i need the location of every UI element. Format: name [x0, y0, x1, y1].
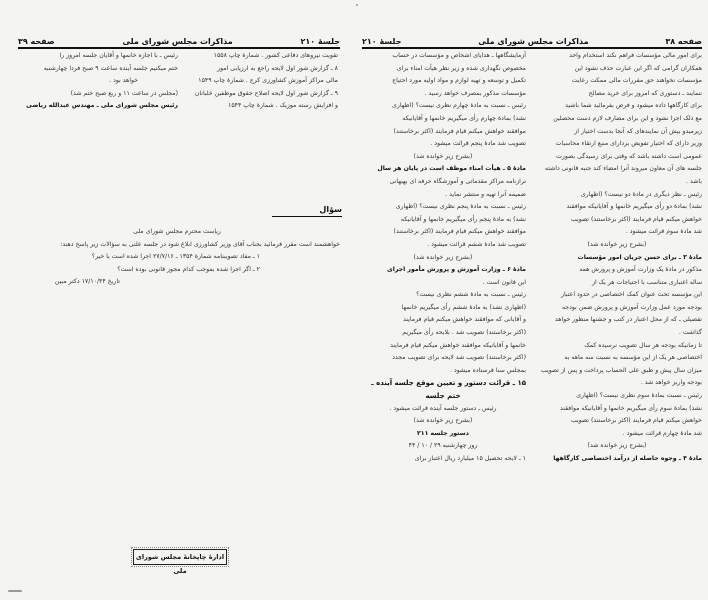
- text-line: خواهش میکنم قیام فرمایند (اکثر برخاستند) تصویب: [570, 215, 702, 223]
- article-heading: مادهٔ ۶ ـ وزارت آموزش و پرورش مأمور اجرای: [387, 266, 526, 274]
- text-line: جلسه های آن معاون میروند آنرا امضاء کند جنبه قانونی داشته: [544, 165, 702, 173]
- text-line: تصویب شد مادهٔ پنجم قرائت میشود .: [430, 140, 526, 148]
- text-line: خواهش میکنم قیام فرمایند (اکثر برخاستند) تصویب: [570, 417, 702, 425]
- text-line: این قانون است .: [482, 278, 526, 286]
- text-line: رئیس ـ با اجازه خانمها و آقایان جلسه امروز را: [59, 52, 178, 59]
- text-line: (مجلس در ساعت ۱۱ و ربع صبح ختم شد): [70, 89, 178, 97]
- text-line: مذکور در مادهٔ یک وزارت آموزش و پرورش همه: [579, 266, 702, 274]
- text-line: شد مادهٔ چهارم قرائت میشود .: [622, 429, 702, 437]
- text-line: تا زمانیکه بودجه هر سال تصویب نرسیده کمک: [584, 341, 702, 349]
- signature-line: رئیس مجلس شورای ملی ـ مهندس عبدالله ریاضی: [26, 102, 178, 110]
- text-line: ننمایند ـ دستوری که امروز برای خرید مصالح: [588, 89, 702, 97]
- text-line: خانمها و آقایانیکه موافقند خواهش میکنم قیام فرمایند: [390, 341, 526, 349]
- text-line: عمومی است داشته باشد که وقتی برای رسیدگی بصورت: [556, 152, 702, 160]
- text-line: مؤسسات نخواهند حق مقررات مالی ممکت رعایت: [571, 77, 702, 85]
- text-line: (بشرح زیر خوانده شد): [413, 253, 473, 261]
- text-line: شد مادهٔ سوم قرائت میشود .: [625, 228, 702, 236]
- text-line: مع ذلک اجرا نشود و این برای مصارف لازم دست محصلین: [553, 114, 702, 122]
- text-line: رئیس ـ نسبت به مادهٔ چهارم نظری نیست؟ (اظهاری: [392, 102, 526, 110]
- text-line: اختصاصی هر یک از این مؤسسه به نسبت سه ماهه به: [564, 354, 702, 362]
- question-line: ۱ ـ مفاد تصویبنامه شمارهٔ ۱۳۵۴ ـ ۲۷/۷/۱۶ اجرا شده است یا خیر؟: [91, 253, 260, 261]
- text-line: مالی مراکز آموزش کشاورزی کرج . شمارهٔ چاپ ۱۵۴۹: [198, 77, 338, 85]
- session-label: جلسهٔ ۲۱۰: [362, 37, 402, 46]
- text-line: نشد) بمادهٔ سوم رأی میگیریم خانمها و آقایانیکه موافقند: [560, 404, 702, 412]
- section-heading: ۱۵ ـ قرائت دستور و تعیین موقع جلسه آینده ـ: [371, 379, 526, 388]
- text-line: نشد) به مادهٔ پنجم رأی میگیریم خانمها و آقایانیکه: [400, 215, 526, 223]
- text-line: تکمیل و توسعه و تهیه لوازم و مواد اولیه مورد احتیاج: [392, 77, 526, 85]
- text-line: (بشرح زیر خوانده شد): [413, 417, 473, 425]
- text-line: (بشرح زیر خوانده شد): [587, 442, 647, 450]
- text-line: برای کارگاهها داده میشود و فرض بفرمائید شما باشید: [565, 102, 702, 110]
- text-line: گذاشت .: [678, 329, 702, 337]
- agenda-title: دستور جلسه ۲۱۱: [417, 429, 469, 437]
- page-header: [362, 34, 702, 49]
- page-label: صفحه ۳۸: [665, 37, 702, 46]
- scan-speck: [8, 590, 22, 592]
- text-line: موافقند خواهش میکنم قیام فرمایند (اکثر برخاستند): [393, 228, 526, 236]
- text-line: این مؤسسه تحت عنوان کمک اختصاصی در حدود اعتبار: [561, 291, 702, 299]
- text-line: بمجلس سنا فرستاده میشود .: [450, 366, 526, 374]
- page-header: [18, 34, 340, 49]
- text-line: همکاران گرامی که اگر این عبارت حذف نشود این: [574, 64, 702, 72]
- text-line: رئیس ـ نسبت به مادهٔ ششم نظری نیست؟: [416, 291, 526, 299]
- text-line: خواهد بود .: [109, 77, 138, 85]
- text-line: نشد) بمادهٔ چهارم رأی میگیریم خانمها و آقایانیکه: [402, 114, 526, 122]
- session-label: جلسهٔ ۲۱۰: [300, 37, 340, 46]
- text-line: تفصیلی ـ که از محل اعتبار در کتب و جشنها منظور خواهد: [555, 316, 702, 324]
- text-line: (اظهاری نشد) به مادهٔ ششم رأی میگیریم خانمها: [401, 303, 526, 311]
- question-line: خواهشمند است مقرر فرمائید بجناب آقای وزیر کشاورزی ابلاغ شود در جلسه علنی به سؤالات زیر پاسخ دهند:: [60, 240, 340, 248]
- text-line: رئیس ـ نسبت بمادهٔ سوم نظری نیست؟ (اظهاری: [576, 392, 702, 400]
- text-line: نشد) بمادهٔ دو رأی میگیریم خانمها و آقایانیکه موافقند: [566, 203, 702, 211]
- text-line: و افزایش رسته موزیک . شمارهٔ چاپ ۱۵۴۴: [228, 102, 338, 110]
- text-line: باشد .: [686, 177, 702, 185]
- text-line: ختم میکنیم جلسه آینده ساعت ۹ صبح فردا چهارشنبه: [43, 64, 178, 72]
- text-line: ساله اعتباری متناسب با احتیاجات هر یک از: [591, 278, 702, 286]
- question-body: [14, 226, 340, 289]
- text-line: و آقایانی که موافقند خواهش میکنم قیام فرمایند: [403, 316, 526, 324]
- text-line: (اکثر برخاستند) تصویب شد لایحه برای تصویب مجدد: [392, 354, 526, 362]
- text-line: مخصوص نگهداری شده و زیر نظر هیأت امناء برای: [396, 64, 526, 72]
- column-left: [360, 50, 526, 466]
- text-line: رئیس ـ نظر دیگری در مادهٔ دو نیست؟ (اظهاری: [580, 190, 702, 198]
- column-right: [168, 50, 338, 113]
- column-right: [532, 50, 702, 466]
- agenda-date: روز چهارشنبه ۲۹ / ۱۰ / ۴۴: [408, 442, 478, 450]
- text-line: ضمیمه آنرا تهیه و منتشر نماید .: [445, 190, 526, 198]
- text-line: (اکثر برخاستند) تصویب شد . بلایحه رأی میگیریم: [402, 329, 526, 337]
- text-line: وزیر دارای که اختیار تفویض بردارای منبع ارتقاء محاسبات: [555, 140, 702, 148]
- question-addressee: ریاست محترم مجلس شورای ملی: [133, 228, 221, 235]
- printing-house-stamp: ادارهٔ چاپخانهٔ مجلس شورای ملی: [133, 549, 227, 565]
- article-heading: مادهٔ ۵ ـ هیأت امناء موظف است در پایان هر سال: [377, 165, 526, 173]
- column-left: [18, 50, 178, 113]
- text-line: رئیس ـ نسبت به مادهٔ پنجم نظری نیست؟ (اظهاری: [395, 203, 526, 211]
- header-title: مذاکرات مجلس شورای ملی: [122, 37, 233, 46]
- text-line: رئیس ـ دستور جلسه آینده قرائت میشود .: [389, 404, 497, 412]
- text-line: میزان سال پیش و طبق علی الحساب پرداخت و پس از تصویب: [540, 366, 702, 374]
- question-signature: تاریخ ۱۷/۱۰/۴۴ دکتر مبین: [54, 278, 120, 286]
- text-line: آزمایشگاهها ـ هدایای اشخاص و مؤسسات در حساب: [392, 52, 526, 59]
- article-heading: مادهٔ ۳ ـ برای حسن جریان امور مؤسسات: [577, 253, 702, 261]
- text-line: بودجه مورد عمل وزارت آموزش و پرورش ضمن بودجه: [561, 303, 702, 311]
- text-line: ۱ ـ لایحه تحصیل ۱۵ میلیارد ریال اعتبار برای: [414, 455, 526, 462]
- text-line: مؤسسات مذکور بمصرف خواهد رسید .: [424, 89, 526, 97]
- text-line: تقویت نیروهای دفاعی کشور . شمارهٔ چاپ ۱۵۵۸: [213, 52, 338, 59]
- section-heading: ختم جلسه: [425, 392, 461, 401]
- text-line: ترازنامه مراکز مقدماتی و آموزشگاه حرفه ای بهبهانی: [389, 177, 526, 185]
- header-title: مذاکرات مجلس شورای ملی: [478, 37, 589, 46]
- text-line: بودجه واریز خواهد شد .: [640, 379, 702, 387]
- article-heading: مادهٔ ۴ ـ وجوه حاصله از درآمد اختصاصی کارگاهها: [553, 455, 702, 462]
- question-line: ۲ ـ اگر اجرا شده بموجب کدام مجوز قانونی بوده است؟: [117, 265, 260, 273]
- scan-speck: [356, 4, 358, 6]
- question-title: سؤال: [272, 205, 342, 217]
- text-line: موافقند خواهش میکنم قیام فرمایند (اکثر برخاستند): [393, 127, 526, 135]
- text-line: ۸ ـ گزارش شور اول لایحه راجع به ارزیابی امور: [217, 64, 338, 72]
- text-line: (بشرح زیر خوانده شد): [587, 240, 647, 248]
- page-38: [354, 0, 708, 600]
- text-line: برای امور مالی مؤسسات فراهم نکند استخدام واحد: [569, 52, 702, 59]
- text-line: ۹ ـ گزارش شور اول لایحه اصلاح حقوق موظفین خلبانان: [194, 89, 338, 97]
- text-line: تصویب شد مادهٔ ششم قرائت میشود .: [427, 240, 526, 248]
- text-line: (بشرح زیر خوانده شد): [413, 152, 473, 160]
- text-line: زیرمیدو بیش آن نمایندهای که آنجا بدست اختیار از: [574, 127, 702, 135]
- page-label: صفحه ۳۹: [18, 37, 55, 46]
